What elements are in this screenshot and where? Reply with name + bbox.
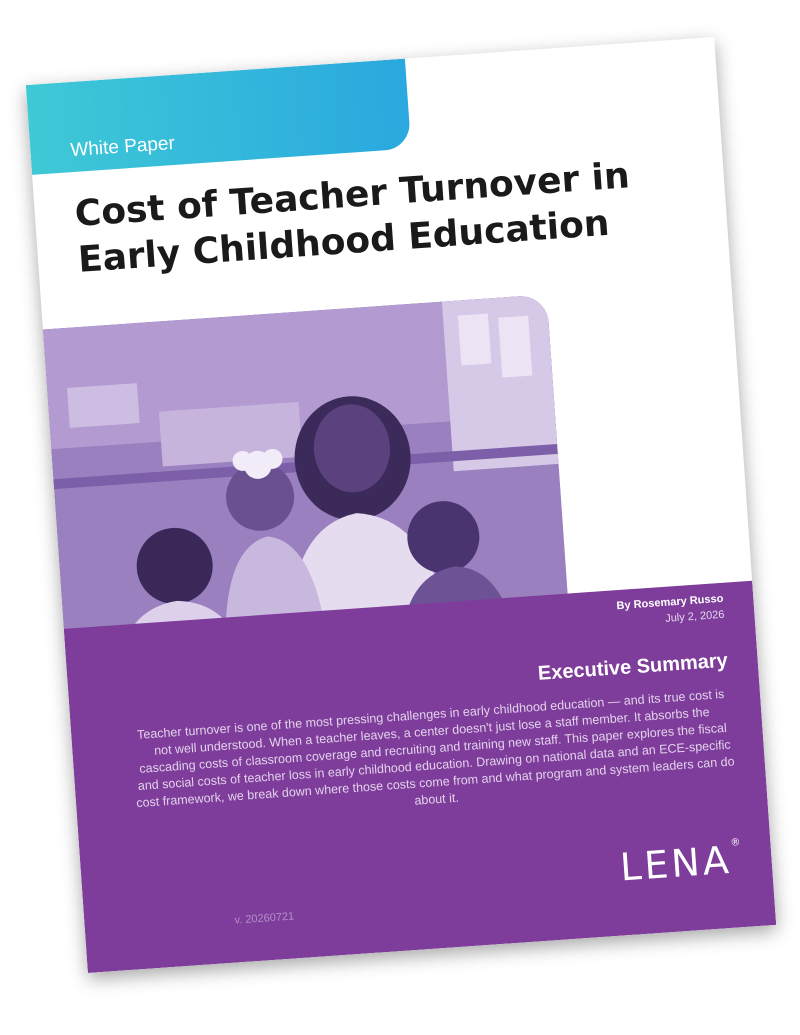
executive-summary-text: Teacher turnover is one of the most pressing challenges in early childhood education — and its true cost is not well understood. When a teacher leaves, a center doesn't just lose a staff member. It absorbs the cascading costs of classroom coverage and recruiting and training new staff. This paper explores the fiscal and social costs of teacher loss in early childhood education. Drawing on national data and an ECE-specific cost framework, we break down where those costs come from and what program and system leaders can do about it. xyxy=(135,686,735,811)
page-title: Cost of Teacher Turnover in Early Childhood Education xyxy=(73,155,631,281)
publication-date: July 2, 2026 xyxy=(664,608,725,625)
lena-logo xyxy=(619,837,743,889)
executive-summary-heading: Executive Summary xyxy=(537,649,729,685)
author-byline: By Rosemary Russo xyxy=(616,592,724,613)
white-paper-tab xyxy=(26,59,411,175)
registered-mark: ® xyxy=(730,837,741,849)
white-paper-cover xyxy=(26,37,776,973)
tab-label: White Paper xyxy=(69,132,176,162)
version-label: v. 20260721 xyxy=(234,910,295,927)
logo-text: LENA xyxy=(618,837,734,890)
